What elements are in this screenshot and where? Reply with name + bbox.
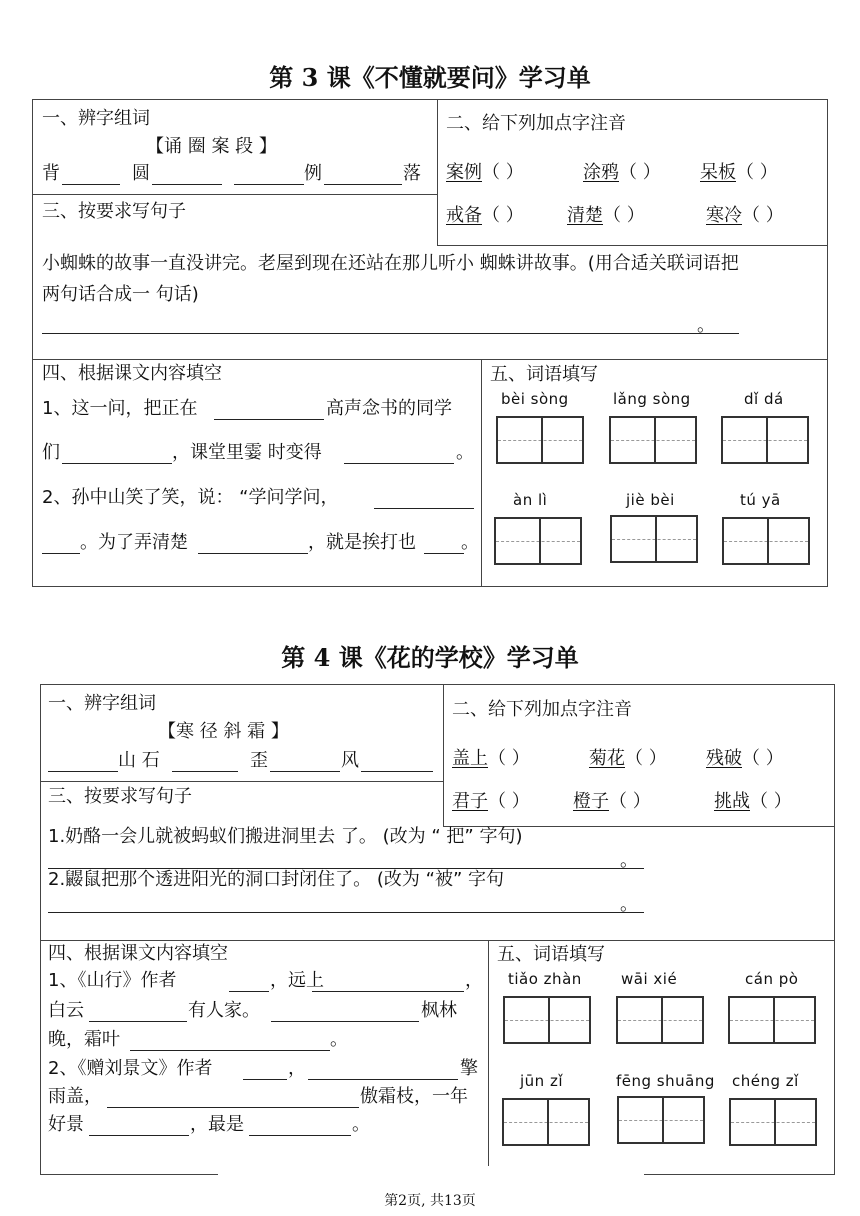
fill-text: ，最是 xyxy=(190,1114,244,1135)
blank[interactable] xyxy=(324,184,402,185)
lesson4-title: 第 4 课《花的学校》学习单 xyxy=(281,643,579,672)
fill-text: 1、这一问，把正在 xyxy=(42,398,198,419)
blank[interactable] xyxy=(48,771,118,772)
l3-sec1-w3: 例 xyxy=(304,163,322,184)
l4-sec2-row1-item: 残破（ ） xyxy=(706,748,784,769)
l3-sec2-row1-item: 涂鸦（ ） xyxy=(583,162,661,183)
pinyin-label: tiǎo zhàn xyxy=(508,970,582,988)
l4-sec5-heading: 五、词语填写 xyxy=(497,944,605,965)
tianzi-grid[interactable] xyxy=(609,416,697,464)
fill-text: 擎 xyxy=(460,1058,478,1079)
tianzi-grid[interactable] xyxy=(728,996,816,1044)
l4-sec2-row1-item: 盖上（ ） xyxy=(452,748,530,769)
fill-text: 。为了弄清楚 xyxy=(80,532,188,553)
fill-text: 。 xyxy=(461,532,479,553)
fill-text: ，课堂里霎 时变得 xyxy=(172,442,322,463)
fill-text: 高声念书的同学 xyxy=(326,398,452,419)
l4-sec1-w2: 歪 xyxy=(250,750,268,771)
pinyin-label: wāi xié xyxy=(621,970,678,988)
l3-sec1-w4: 落 xyxy=(403,163,421,184)
l3-sec2-row2-item: 清楚（ ） xyxy=(567,205,645,226)
pinyin-label: jūn zǐ xyxy=(520,1072,563,1090)
fill-text: 。 xyxy=(352,1114,370,1135)
pinyin-label: fēng shuāng xyxy=(616,1072,715,1090)
blank[interactable] xyxy=(243,1079,287,1080)
answer-line[interactable] xyxy=(42,333,739,334)
blank[interactable] xyxy=(308,1079,458,1080)
fill-text: 枫林 xyxy=(421,1000,457,1021)
fill-text: 雨盖， xyxy=(48,1086,102,1107)
blank[interactable] xyxy=(361,771,433,772)
l4-sec2-row1-item: 菊花（ ） xyxy=(589,748,667,769)
l3-sec2-row2-item: 寒冷（ ） xyxy=(706,205,784,226)
blank[interactable] xyxy=(249,1135,351,1136)
l3-sec3-line2: 两句话合成一 句话) xyxy=(42,284,199,305)
pinyin-label: tú yā xyxy=(740,491,781,509)
pinyin-label: dǐ dá xyxy=(744,390,784,408)
blank[interactable] xyxy=(270,771,340,772)
tianzi-grid[interactable] xyxy=(722,517,810,565)
blank[interactable] xyxy=(107,1107,359,1108)
blank[interactable] xyxy=(62,463,172,464)
page-footer: 第2页, 共13页 xyxy=(384,1193,476,1209)
fill-text: 。 xyxy=(620,850,638,871)
l4-sec1-chars: 【寒 径 斜 霜 】 xyxy=(158,721,289,742)
pinyin-label: lǎng sòng xyxy=(613,390,691,408)
l4-sec2-row2-item: 君子（ ） xyxy=(452,791,530,812)
l3-sec1-w2: 圆 xyxy=(132,163,150,184)
fill-text: 2、孙中山笑了笑，说： “学问学问， xyxy=(42,487,339,508)
l3-sec1-chars: 【诵 圈 案 段 】 xyxy=(146,136,277,157)
blank[interactable] xyxy=(234,184,304,185)
l3-sec4-heading: 四、根据课文内容填空 xyxy=(42,363,222,384)
l3-sec2-row2-item: 戒备（ ） xyxy=(446,205,524,226)
fill-text: ，远上 xyxy=(270,970,324,991)
blank[interactable] xyxy=(172,771,238,772)
l3-sec1-w1: 背 xyxy=(42,163,60,184)
l3-sec2-row1-item: 呆板（ ） xyxy=(700,162,778,183)
fill-text: 晚，霜叶 xyxy=(48,1029,120,1050)
l4-sec2-row2-item: 挑战（ ） xyxy=(714,791,792,812)
blank[interactable] xyxy=(152,184,222,185)
pinyin-label: chéng zǐ xyxy=(732,1072,799,1090)
blank[interactable] xyxy=(198,553,308,554)
pinyin-label: jiè bèi xyxy=(626,491,675,509)
blank[interactable] xyxy=(89,1135,189,1136)
blank[interactable] xyxy=(344,463,454,464)
tianzi-grid[interactable] xyxy=(721,416,809,464)
tianzi-grid[interactable] xyxy=(729,1098,817,1146)
l3-sec3-heading: 三、按要求写句子 xyxy=(42,201,186,222)
l4-sec4-heading: 四、根据课文内容填空 xyxy=(48,943,228,964)
tianzi-grid[interactable] xyxy=(502,1098,590,1146)
fill-text: 们 xyxy=(42,442,60,463)
blank[interactable] xyxy=(214,419,324,420)
tianzi-grid[interactable] xyxy=(496,416,584,464)
l4-sec1-w1: 山 石 xyxy=(118,750,160,771)
l4-sec2-row2-item: 橙子（ ） xyxy=(573,791,651,812)
fill-text: 有人家。 xyxy=(188,1000,260,1021)
fill-text: 白云 xyxy=(48,1000,84,1021)
fill-text: ，就是挨打也 xyxy=(308,532,416,553)
blank[interactable] xyxy=(42,553,80,554)
l3-sec3-end: 。 xyxy=(697,315,715,336)
pinyin-label: bèi sòng xyxy=(501,390,569,408)
pinyin-label: cán pò xyxy=(745,970,799,988)
fill-text: 1、《山行》作者 xyxy=(48,970,177,991)
blank[interactable] xyxy=(62,184,120,185)
blank[interactable] xyxy=(89,1021,187,1022)
blank[interactable] xyxy=(229,991,269,992)
l4-sec3-q2: 2.鼹鼠把那个透进阳光的洞口封闭住了。 (改为 “被” 字句 xyxy=(48,869,505,890)
fill-text: 。 xyxy=(620,894,638,915)
pinyin-label: àn lì xyxy=(513,491,548,509)
fill-text: ， xyxy=(465,970,483,991)
blank[interactable] xyxy=(271,1021,419,1022)
tianzi-grid[interactable] xyxy=(503,996,591,1044)
l4-sec1-heading: 一、辨字组词 xyxy=(48,693,156,714)
fill-text: 。 xyxy=(456,442,474,463)
tianzi-grid[interactable] xyxy=(617,1096,705,1144)
blank[interactable] xyxy=(130,1050,330,1051)
l3-sec5-heading: 五、词语填写 xyxy=(490,364,598,385)
l4-sec1-w3: 风 xyxy=(341,750,359,771)
l4-sec3-q1: 1.奶酪一会儿就被蚂蚁们搬进洞里去 了。 (改为 “ 把” 字句) xyxy=(48,826,523,847)
fill-text: 好景 xyxy=(48,1114,84,1135)
l3-sec2-row1-item: 案例（ ） xyxy=(446,162,524,183)
tianzi-grid[interactable] xyxy=(494,517,582,565)
blank[interactable] xyxy=(374,508,474,509)
l3-sec1-heading: 一、辨字组词 xyxy=(42,108,150,129)
l3-sec3-line1: 小蜘蛛的故事一直没讲完。老屋到现在还站在那儿听小 蜘蛛讲故事。(用合适关联词语把 xyxy=(42,253,739,274)
tianzi-grid[interactable] xyxy=(616,996,704,1044)
fill-text: 2、《赠刘景文》作者 xyxy=(48,1058,213,1079)
answer-line[interactable] xyxy=(48,912,644,913)
fill-text: 傲霜枝，一年 xyxy=(360,1086,468,1107)
fill-text: ， xyxy=(288,1058,306,1079)
l4-sec3-heading: 三、按要求写句子 xyxy=(48,786,192,807)
tianzi-grid[interactable] xyxy=(610,515,698,563)
fill-text: 。 xyxy=(330,1029,348,1050)
blank[interactable] xyxy=(312,991,464,992)
blank[interactable] xyxy=(424,553,464,554)
lesson3-title: 第 3 课《不懂就要问》学习单 xyxy=(269,63,591,92)
l3-sec2-heading: 二、给下列加点字注音 xyxy=(446,113,626,134)
l4-sec2-heading: 二、给下列加点字注音 xyxy=(452,699,632,720)
